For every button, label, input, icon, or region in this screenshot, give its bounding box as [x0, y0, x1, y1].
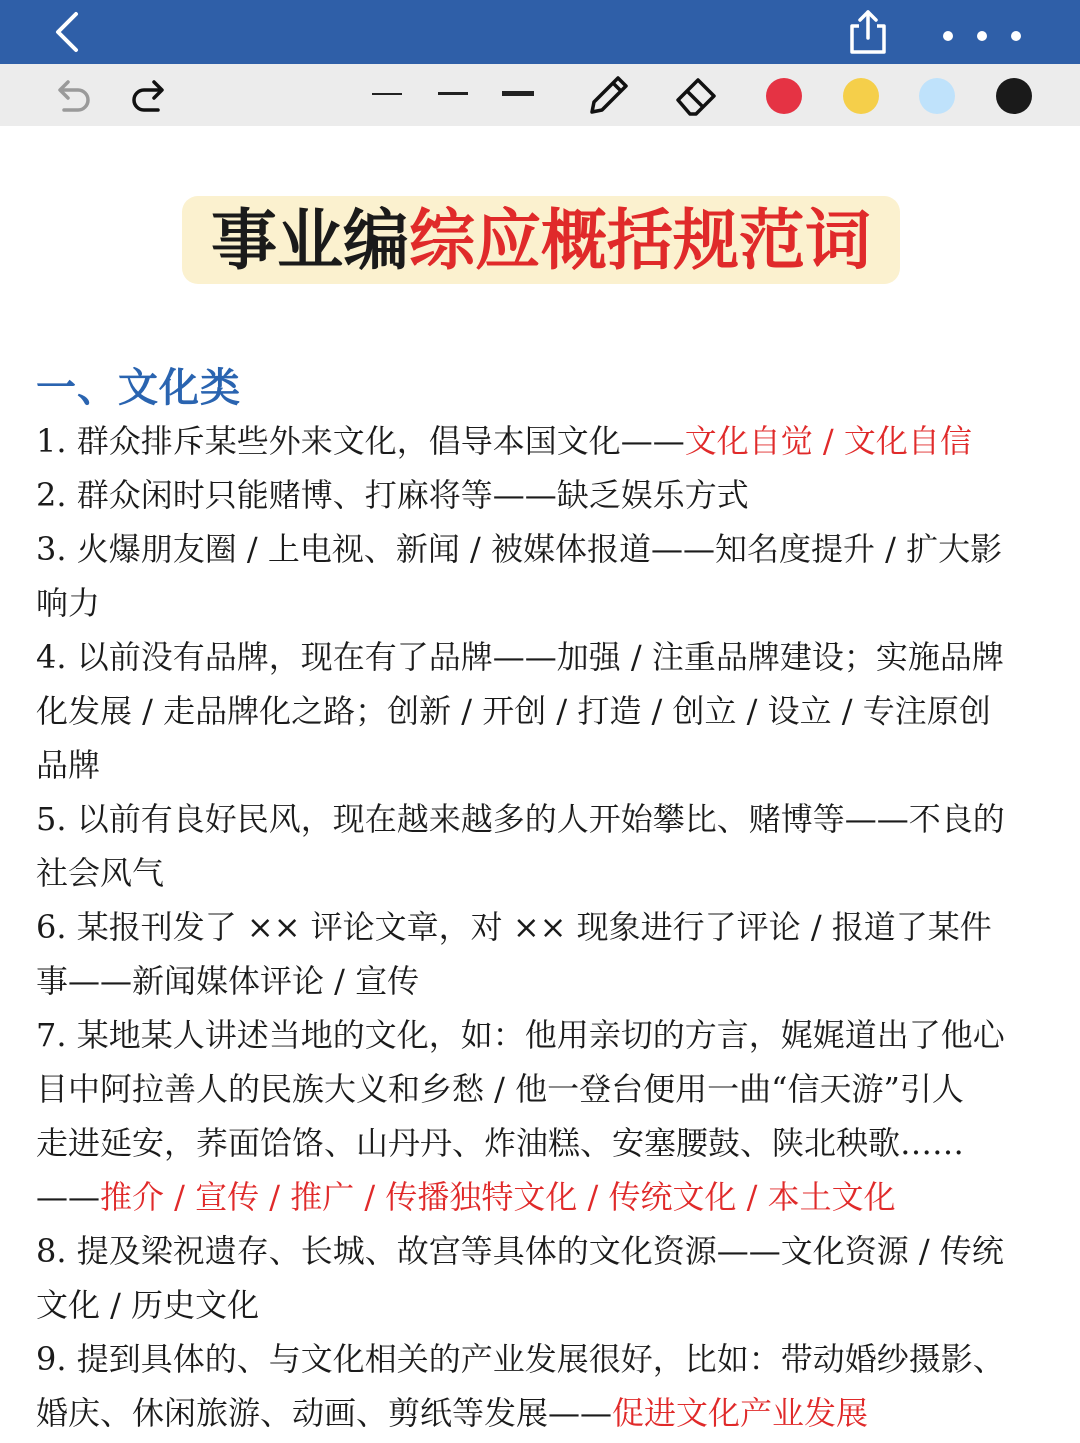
text-segment: 走进延安，荞面饸饹、山丹丹、炸油糕、安塞腰鼓、陕北秧歌…… — [36, 1124, 965, 1162]
highlight-segment: 推介 / 宣传 / 推广 / 传播独特文化 / 传统文化 / 本土文化 — [100, 1178, 896, 1216]
app-bar — [0, 0, 1080, 64]
stroke-medium-icon[interactable] — [438, 92, 468, 95]
text-line — [36, 684, 1056, 738]
text-segment: 9. 提到具体的、与文化相关的产业发展很好，比如：带动婚纱摄影、 — [36, 1340, 1005, 1378]
title-part-red: 综应概括规范词 — [409, 201, 871, 279]
text-line — [36, 1170, 1056, 1224]
text-line — [36, 576, 1056, 630]
text-segment: 7. 某地某人讲述当地的文化，如：他用亲切的方言，娓娓道出了他心 — [36, 1016, 1005, 1054]
color-swatch-yellow[interactable] — [843, 78, 879, 114]
back-icon[interactable] — [44, 8, 92, 56]
text-segment: 8. 提及梁祝遗存、长城、故宫等具体的文化资源——文化资源 / 传统 — [36, 1232, 1004, 1270]
eraser-icon[interactable] — [672, 72, 720, 118]
text-line — [36, 522, 1056, 576]
text-segment: 3. 火爆朋友圈 / 上电视、新闻 / 被媒体报道——知名度提升 / 扩大影 — [36, 530, 1003, 568]
text-line — [36, 1386, 1056, 1440]
redo-icon[interactable] — [128, 72, 174, 118]
share-icon[interactable] — [842, 6, 894, 58]
text-segment: 1. 群众排斥某些外来文化，倡导本国文化—— — [36, 422, 685, 460]
highlight-segment: 文化自觉 / 文化自信 — [684, 422, 972, 460]
text-segment: 6. 某报刊发了 ×× 评论文章，对 ×× 现象进行了评论 / 报道了某件 — [36, 908, 992, 946]
color-swatch-red[interactable] — [766, 78, 802, 114]
text-line — [36, 630, 1056, 684]
more-icon[interactable] — [930, 18, 1040, 54]
text-segment: —— — [36, 1178, 100, 1216]
document-title — [182, 196, 900, 284]
text-segment: 目中阿拉善人的民族大义和乡愁 / 他一登台便用一曲“信天游”引人 — [36, 1070, 964, 1108]
text-segment: 品牌 — [36, 746, 101, 784]
text-segment: 响力 — [36, 584, 101, 622]
text-line — [36, 1062, 1056, 1116]
text-segment: 文化 / 历史文化 — [36, 1286, 260, 1324]
text-segment: 社会风气 — [36, 854, 165, 892]
text-segment: 事——新闻媒体评论 / 宣传 — [36, 962, 420, 1000]
section-heading: 一、文化类 — [36, 364, 241, 411]
title-part-black: 事业编 — [211, 201, 409, 279]
text-line — [36, 792, 1056, 846]
text-segment: 2. 群众闲时只能赌博、打麻将等——缺乏娱乐方式 — [36, 476, 749, 514]
text-line — [36, 846, 1056, 900]
highlight-segment: 促进文化产业发展 — [612, 1394, 869, 1432]
text-line — [36, 1224, 1056, 1278]
text-line — [36, 414, 1056, 468]
stroke-thick-icon[interactable] — [502, 91, 534, 96]
stroke-thin-icon[interactable] — [372, 93, 402, 95]
pen-icon[interactable] — [584, 72, 632, 118]
text-line — [36, 468, 1056, 522]
color-swatch-blue[interactable] — [919, 78, 955, 114]
text-segment: 5. 以前有良好民风，现在越来越多的人开始攀比、赌博等——不良的 — [36, 800, 1005, 838]
text-line — [36, 1332, 1056, 1386]
text-line — [36, 1278, 1056, 1332]
text-segment: 化发展 / 走品牌化之路；创新 / 开创 / 打造 / 创立 / 设立 / 专注原创 — [36, 692, 991, 730]
undo-icon[interactable] — [48, 72, 94, 118]
text-line — [36, 1116, 1056, 1170]
body-text — [36, 414, 1056, 1440]
text-segment: 4. 以前没有品牌，现在有了品牌——加强 / 注重品牌建设；实施品牌 — [36, 638, 1004, 676]
text-line — [36, 738, 1056, 792]
text-segment: 婚庆、休闲旅游、动画、剪纸等发展—— — [36, 1394, 613, 1432]
text-line — [36, 954, 1056, 1008]
text-line — [36, 900, 1056, 954]
drawing-toolbar — [0, 64, 1080, 126]
text-line — [36, 1008, 1056, 1062]
color-swatch-black[interactable] — [996, 78, 1032, 114]
